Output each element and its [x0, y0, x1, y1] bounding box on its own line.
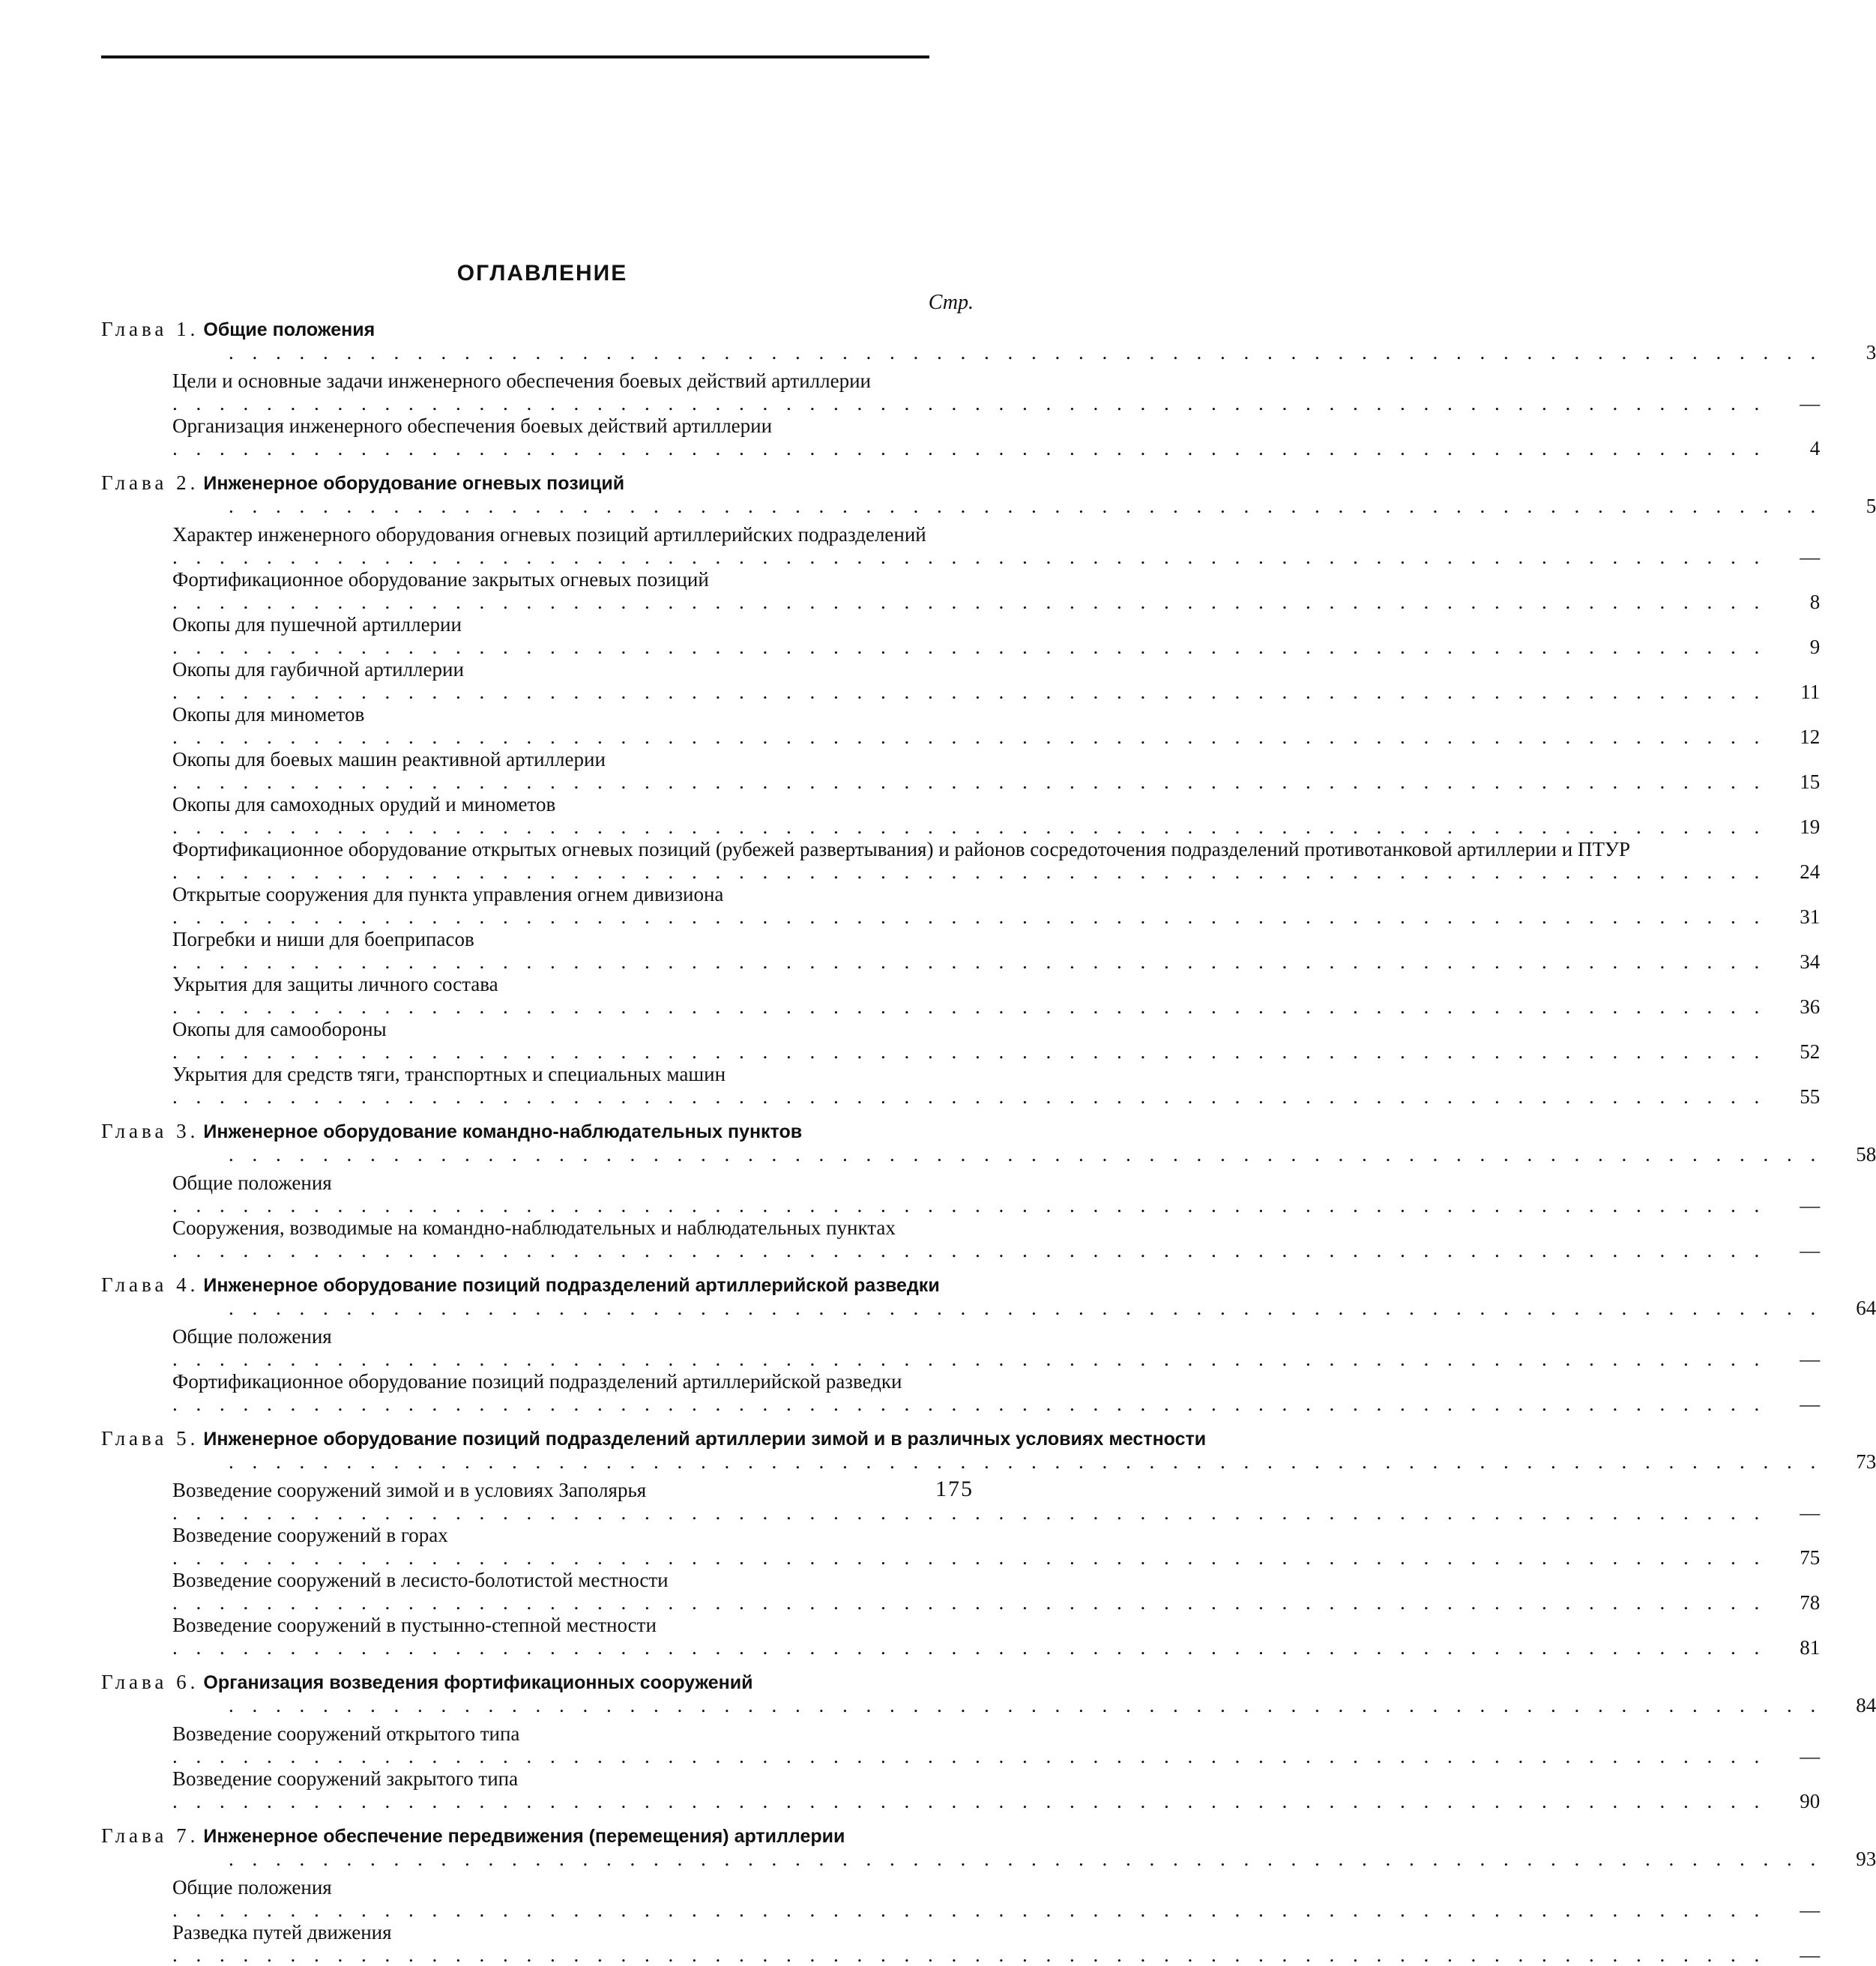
entry-title: Фортификационное оборудование позиций подразделений артиллерийской разведки — [172, 1370, 902, 1393]
chapter-label: Глава 3. — [101, 1120, 199, 1142]
toc-entry[interactable] — [101, 838, 1821, 883]
entry-page-number: 31 — [1800, 905, 1821, 928]
toc-entry[interactable] — [101, 1018, 1821, 1063]
toc-chapter — [101, 1671, 1876, 1812]
dot-leader: . . . . . . . . . . . . . . . . . . . . . . . . . . . . . . . . . . . . . . . . . . . . . . . . . . . . . . . . . . . . . . . . . . . . — [172, 771, 1767, 793]
entry-page-number: 75 — [1800, 1546, 1821, 1569]
entry-title: Окопы для пушечной артиллерии — [172, 613, 462, 636]
toc-chapter — [101, 1120, 1876, 1261]
dot-leader: . . . . . . . . . . . . . . . . . . . . . . . . . . . . . . . . . . . . . . . . . . . . . . . . . . . . . . . . . . . . . . . . . . . . — [172, 1944, 1767, 1966]
chapter-label: Глава 2. — [101, 471, 199, 494]
chapter-entries — [101, 1876, 1821, 1966]
chapter-row[interactable] — [101, 1824, 1876, 1870]
toc-entry[interactable] — [101, 658, 1821, 703]
entry-heading — [101, 370, 1766, 414]
dot-leader: . . . . . . . . . . . . . . . . . . . . . . . . . . . . . . . . . . . . . . . . . . . . . . . . . . . . . . . . . . . . . . . . . . . . — [172, 1745, 1767, 1767]
entry-title: Фортификационное оборудование закрытых огневых позиций — [172, 568, 709, 591]
chapter-title: Инженерное обеспечение передвижения (перемещения) артиллерии — [203, 1826, 845, 1847]
dot-leader: . . . . . . . . . . . . . . . . . . . . . . . . . . . . . . . . . . . . . . . . . . . . . . . . . . . . . . . . . . . . . . . . . . . . — [229, 1694, 1823, 1716]
entry-title: Окопы для гаубичной артиллерии — [172, 658, 464, 681]
toc-entry[interactable] — [101, 568, 1821, 613]
entry-heading — [101, 883, 1766, 928]
toc-entry[interactable] — [101, 370, 1821, 414]
dot-leader: . . . . . . . . . . . . . . . . . . . . . . . . . . . . . . . . . . . . . . . . . . . . . . . . . . . . . . . . . . . . . . . . . . . . — [172, 1790, 1767, 1812]
chapter-row[interactable] — [101, 1671, 1876, 1716]
entry-page-number: 55 — [1800, 1085, 1821, 1108]
entry-title: Возведение сооружений в горах — [172, 1524, 448, 1546]
toc-entry[interactable] — [101, 1524, 1821, 1569]
entry-heading — [101, 523, 1766, 568]
chapter-heading — [101, 1120, 1822, 1166]
entry-page-number: — — [1800, 1239, 1821, 1261]
dot-leader: . . . . . . . . . . . . . . . . . . . . . . . . . . . . . . . . . . . . . . . . . . . . . . . . . . . . . . . . . . . . . . . . . . . . — [172, 950, 1767, 973]
entry-heading — [101, 1216, 1766, 1261]
toc-entry[interactable] — [101, 973, 1821, 1018]
chapter-title: Инженерное оборудование позиций подразделений артиллерии зимой и в различных условиях местности — [203, 1429, 1207, 1450]
entry-page-number: 52 — [1800, 1040, 1821, 1063]
chapter-heading — [101, 1671, 1822, 1716]
chapter-label: Глава 1. — [101, 318, 199, 340]
dot-leader: . . . . . . . . . . . . . . . . . . . . . . . . . . . . . . . . . . . . . . . . . . . . . . . . . . . . . . . . . . . . . . . . . . . . — [229, 1848, 1823, 1870]
chapter-page-number: 73 — [1856, 1450, 1876, 1473]
chapter-heading — [101, 318, 1822, 364]
chapter-row[interactable] — [101, 1273, 1876, 1319]
dot-leader: . . . . . . . . . . . . . . . . . . . . . . . . . . . . . . . . . . . . . . . . . . . . . . . . . . . . . . . . . . . . . . . . . . . . — [229, 495, 1823, 517]
dot-leader: . . . . . . . . . . . . . . . . . . . . . . . . . . . . . . . . . . . . . . . . . . . . . . . . . . . . . . . . . . . . . . . . . . . . — [172, 392, 1767, 414]
entry-title: Разведка путей движения — [172, 1921, 392, 1944]
entry-title: Возведение сооружений закрытого типа — [172, 1767, 519, 1790]
toc-entry[interactable] — [101, 1172, 1821, 1216]
entry-page-number: 9 — [1809, 636, 1821, 658]
entry-title: Погребки и ниши для боеприпасов — [172, 928, 474, 950]
entry-title: Возведение сооружений зимой и в условиях Заполярья — [172, 1479, 647, 1501]
entry-page-number: 78 — [1800, 1591, 1821, 1614]
entry-heading — [101, 1479, 1766, 1524]
dot-leader: . . . . . . . . . . . . . . . . . . . . . . . . . . . . . . . . . . . . . . . . . . . . . . . . . . . . . . . . . . . . . . . . . . . . — [172, 1501, 1767, 1524]
page-column-header: Стр. — [928, 291, 974, 314]
page-number: 175 — [935, 1477, 974, 1501]
entry-title: Сооружения, возводимые на командно-наблюдательных и наблюдательных пунктах — [172, 1216, 896, 1239]
entry-page-number: 90 — [1800, 1790, 1821, 1812]
toc-entry[interactable] — [101, 883, 1821, 928]
chapter-heading — [101, 1427, 1822, 1473]
dot-leader: . . . . . . . . . . . . . . . . . . . . . . . . . . . . . . . . . . . . . . . . . . . . . . . . . . . . . . . . . . . . . . . . . . . . — [172, 1393, 1767, 1415]
entry-page-number: 15 — [1800, 771, 1821, 793]
chapter-entries — [101, 523, 1821, 1108]
entry-heading — [101, 1018, 1766, 1063]
toc-chapter — [101, 1427, 1876, 1659]
entry-heading — [101, 1876, 1766, 1921]
dot-leader: . . . . . . . . . . . . . . . . . . . . . . . . . . . . . . . . . . . . . . . . . . . . . . . . . . . . . . . . . . . . . . . . . . . . — [172, 1899, 1767, 1921]
chapter-page-number: 84 — [1856, 1694, 1876, 1716]
toc-entry[interactable] — [101, 1325, 1821, 1370]
entry-heading — [101, 1063, 1766, 1108]
entry-heading — [101, 1569, 1766, 1614]
chapter-page-number: 93 — [1856, 1848, 1876, 1870]
chapter-entries — [101, 1722, 1821, 1812]
chapter-heading — [101, 471, 1822, 517]
entry-title: Общие положения — [172, 1876, 332, 1899]
entry-heading — [101, 838, 1766, 883]
dot-leader: . . . . . . . . . . . . . . . . . . . . . . . . . . . . . . . . . . . . . . . . . . . . . . . . . . . . . . . . . . . . . . . . . . . . — [229, 1450, 1823, 1473]
entry-heading — [101, 1614, 1766, 1659]
entry-page-number: 12 — [1800, 726, 1821, 748]
entry-page-number: — — [1800, 1745, 1821, 1767]
dot-leader: . . . . . . . . . . . . . . . . . . . . . . . . . . . . . . . . . . . . . . . . . . . . . . . . . . . . . . . . . . . . . . . . . . . . — [172, 1040, 1767, 1063]
entry-heading — [101, 748, 1766, 793]
chapter-row[interactable] — [101, 1427, 1876, 1473]
entry-page-number: — — [1800, 546, 1821, 568]
entry-heading — [101, 1767, 1766, 1812]
toc-entry[interactable] — [101, 703, 1821, 748]
toc-entry[interactable] — [101, 1216, 1821, 1261]
entry-page-number: 8 — [1809, 591, 1821, 613]
chapter-label: Глава 6. — [101, 1671, 199, 1693]
entry-heading — [101, 613, 1766, 658]
chapter-title: Организация возведения фортификационных сооружений — [203, 1672, 753, 1693]
dot-leader: . . . . . . . . . . . . . . . . . . . . . . . . . . . . . . . . . . . . . . . . . . . . . . . . . . . . . . . . . . . . . . . . . . . . — [172, 546, 1767, 568]
toc-chapter — [101, 318, 1876, 459]
entry-title: Общие положения — [172, 1172, 332, 1194]
dot-leader: . . . . . . . . . . . . . . . . . . . . . . . . . . . . . . . . . . . . . . . . . . . . . . . . . . . . . . . . . . . . . . . . . . . . — [172, 1546, 1767, 1569]
toc-entry[interactable] — [101, 1063, 1821, 1108]
entry-page-number: — — [1800, 1348, 1821, 1370]
entry-title: Окопы для самообороны — [172, 1018, 387, 1040]
entry-page-number: — — [1800, 1194, 1821, 1216]
table-of-contents — [101, 318, 1876, 1966]
toc-entry[interactable] — [101, 1921, 1821, 1966]
entry-title: Возведение сооружений в пустынно-степной местности — [172, 1614, 657, 1636]
entry-title: Характер инженерного оборудования огневых позиций артиллерийских подразделений — [172, 523, 926, 546]
toc-entry[interactable] — [101, 1569, 1821, 1614]
entry-heading — [101, 1722, 1766, 1767]
entry-title: Возведение сооружений открытого типа — [172, 1722, 520, 1745]
entry-title: Открытые сооружения для пункта управления огнем дивизиона — [172, 883, 724, 905]
entry-page-number: 81 — [1800, 1636, 1821, 1659]
entry-page-number: — — [1800, 1393, 1821, 1415]
toc-entry[interactable] — [101, 748, 1821, 793]
dot-leader: . . . . . . . . . . . . . . . . . . . . . . . . . . . . . . . . . . . . . . . . . . . . . . . . . . . . . . . . . . . . . . . . . . . . — [172, 860, 1767, 883]
entry-title: Общие положения — [172, 1325, 332, 1348]
chapter-label: Глава 4. — [101, 1273, 199, 1296]
entry-heading — [101, 414, 1766, 459]
entry-heading — [101, 568, 1766, 613]
entry-page-number: 36 — [1800, 995, 1821, 1018]
chapter-heading — [101, 1824, 1822, 1870]
entry-page-number: — — [1800, 1501, 1821, 1524]
entry-heading — [101, 1921, 1766, 1966]
dot-leader: . . . . . . . . . . . . . . . . . . . . . . . . . . . . . . . . . . . . . . . . . . . . . . . . . . . . . . . . . . . . . . . . . . . . — [229, 1143, 1823, 1166]
entry-title: Окопы для самоходных орудий и минометов — [172, 793, 556, 815]
chapter-label: Глава 7. — [101, 1824, 199, 1847]
dot-leader: . . . . . . . . . . . . . . . . . . . . . . . . . . . . . . . . . . . . . . . . . . . . . . . . . . . . . . . . . . . . . . . . . . . . — [172, 1591, 1767, 1614]
entry-page-number: — — [1800, 392, 1821, 414]
toc-entry[interactable] — [101, 1876, 1821, 1921]
entry-title: Возведение сооружений в лесисто-болотистой местности — [172, 1569, 669, 1591]
toc-entry[interactable] — [101, 1370, 1821, 1415]
dot-leader: . . . . . . . . . . . . . . . . . . . . . . . . . . . . . . . . . . . . . . . . . . . . . . . . . . . . . . . . . . . . . . . . . . . . — [172, 995, 1767, 1018]
dot-leader: . . . . . . . . . . . . . . . . . . . . . . . . . . . . . . . . . . . . . . . . . . . . . . . . . . . . . . . . . . . . . . . . . . . . — [172, 1348, 1767, 1370]
dot-leader: . . . . . . . . . . . . . . . . . . . . . . . . . . . . . . . . . . . . . . . . . . . . . . . . . . . . . . . . . . . . . . . . . . . . — [172, 681, 1767, 703]
entry-page-number: 19 — [1800, 815, 1821, 838]
entry-heading — [101, 793, 1766, 838]
dot-leader: . . . . . . . . . . . . . . . . . . . . . . . . . . . . . . . . . . . . . . . . . . . . . . . . . . . . . . . . . . . . . . . . . . . . — [172, 1194, 1767, 1216]
entry-heading — [101, 658, 1766, 703]
entry-title: Укрытия для средств тяги, транспортных и специальных машин — [172, 1063, 726, 1085]
entry-page-number: 4 — [1809, 437, 1821, 459]
chapter-title: Инженерное оборудование позиций подразделений артиллерийской разведки — [203, 1275, 940, 1296]
dot-leader: . . . . . . . . . . . . . . . . . . . . . . . . . . . . . . . . . . . . . . . . . . . . . . . . . . . . . . . . . . . . . . . . . . . . — [172, 636, 1767, 658]
top-rule — [101, 55, 929, 58]
toc-entry[interactable] — [101, 793, 1821, 838]
dot-leader: . . . . . . . . . . . . . . . . . . . . . . . . . . . . . . . . . . . . . . . . . . . . . . . . . . . . . . . . . . . . . . . . . . . . — [172, 437, 1767, 459]
chapter-row[interactable] — [101, 1120, 1876, 1166]
toc-chapter — [101, 1824, 1876, 1966]
chapter-entries — [101, 370, 1821, 459]
chapter-title: Общие положения — [203, 319, 375, 340]
entry-title: Фортификационное оборудование открытых огневых позиций (рубежей развертывания) и районов сосредоточения подразделений противотанковой артиллерии и ПТУР — [172, 838, 1631, 860]
toc-entry[interactable] — [101, 1479, 1821, 1524]
toc-entry[interactable] — [101, 523, 1821, 568]
entry-title: Укрытия для защиты личного состава — [172, 973, 498, 995]
entry-page-number: 24 — [1800, 860, 1821, 883]
entry-title: Окопы для боевых машин реактивной артиллерии — [172, 748, 606, 771]
chapter-label: Глава 5. — [101, 1427, 199, 1450]
dot-leader: . . . . . . . . . . . . . . . . . . . . . . . . . . . . . . . . . . . . . . . . . . . . . . . . . . . . . . . . . . . . . . . . . . . . — [172, 726, 1767, 748]
chapter-row[interactable] — [101, 318, 1876, 364]
entry-title: Цели и основные задачи инженерного обеспечения боевых действий артиллерии — [172, 370, 871, 392]
toc-entry[interactable] — [101, 613, 1821, 658]
entry-heading — [101, 703, 1766, 748]
page-title: ОГЛАВЛЕНИЕ — [456, 261, 628, 286]
chapter-entries — [101, 1325, 1821, 1415]
dot-leader: . . . . . . . . . . . . . . . . . . . . . . . . . . . . . . . . . . . . . . . . . . . . . . . . . . . . . . . . . . . . . . . . . . . . — [172, 905, 1767, 928]
toc-chapter — [101, 1273, 1876, 1415]
dot-leader: . . . . . . . . . . . . . . . . . . . . . . . . . . . . . . . . . . . . . . . . . . . . . . . . . . . . . . . . . . . . . . . . . . . . — [229, 341, 1823, 364]
dot-leader: . . . . . . . . . . . . . . . . . . . . . . . . . . . . . . . . . . . . . . . . . . . . . . . . . . . . . . . . . . . . . . . . . . . . — [172, 1085, 1767, 1108]
chapter-page-number: 3 — [1866, 341, 1876, 364]
toc-entry[interactable] — [101, 1722, 1821, 1767]
dot-leader: . . . . . . . . . . . . . . . . . . . . . . . . . . . . . . . . . . . . . . . . . . . . . . . . . . . . . . . . . . . . . . . . . . . . — [172, 1239, 1767, 1261]
entry-page-number: 34 — [1800, 950, 1821, 973]
entry-page-number: — — [1800, 1899, 1821, 1921]
entry-page-number: 11 — [1800, 681, 1821, 703]
chapter-page-number: 5 — [1866, 495, 1876, 517]
entry-heading — [101, 1370, 1766, 1415]
dot-leader: . . . . . . . . . . . . . . . . . . . . . . . . . . . . . . . . . . . . . . . . . . . . . . . . . . . . . . . . . . . . . . . . . . . . — [172, 591, 1767, 613]
toc-entry[interactable] — [101, 1614, 1821, 1659]
dot-leader: . . . . . . . . . . . . . . . . . . . . . . . . . . . . . . . . . . . . . . . . . . . . . . . . . . . . . . . . . . . . . . . . . . . . — [229, 1297, 1823, 1319]
dot-leader: . . . . . . . . . . . . . . . . . . . . . . . . . . . . . . . . . . . . . . . . . . . . . . . . . . . . . . . . . . . . . . . . . . . . — [172, 1636, 1767, 1659]
toc-entry[interactable] — [101, 414, 1821, 459]
entry-heading — [101, 1524, 1766, 1569]
toc-entry[interactable] — [101, 928, 1821, 973]
chapter-page-number: 58 — [1856, 1143, 1876, 1166]
chapter-title: Инженерное оборудование командно-наблюдательных пунктов — [203, 1121, 803, 1142]
chapter-row[interactable] — [101, 471, 1876, 517]
chapter-heading — [101, 1273, 1822, 1319]
chapter-entries — [101, 1172, 1821, 1261]
chapter-title: Инженерное оборудование огневых позиций — [203, 473, 625, 494]
chapter-page-number: 64 — [1856, 1297, 1876, 1319]
chapter-entries — [101, 1479, 1821, 1659]
entry-heading — [101, 1172, 1766, 1216]
entry-heading — [101, 973, 1766, 1018]
entry-heading — [101, 928, 1766, 973]
toc-entry[interactable] — [101, 1767, 1821, 1812]
toc-chapter — [101, 471, 1876, 1108]
dot-leader: . . . . . . . . . . . . . . . . . . . . . . . . . . . . . . . . . . . . . . . . . . . . . . . . . . . . . . . . . . . . . . . . . . . . — [172, 815, 1767, 838]
entry-page-number: — — [1800, 1944, 1821, 1966]
entry-title: Окопы для минометов — [172, 703, 365, 726]
entry-title: Организация инженерного обеспечения боевых действий артиллерии — [172, 414, 773, 437]
entry-heading — [101, 1325, 1766, 1370]
